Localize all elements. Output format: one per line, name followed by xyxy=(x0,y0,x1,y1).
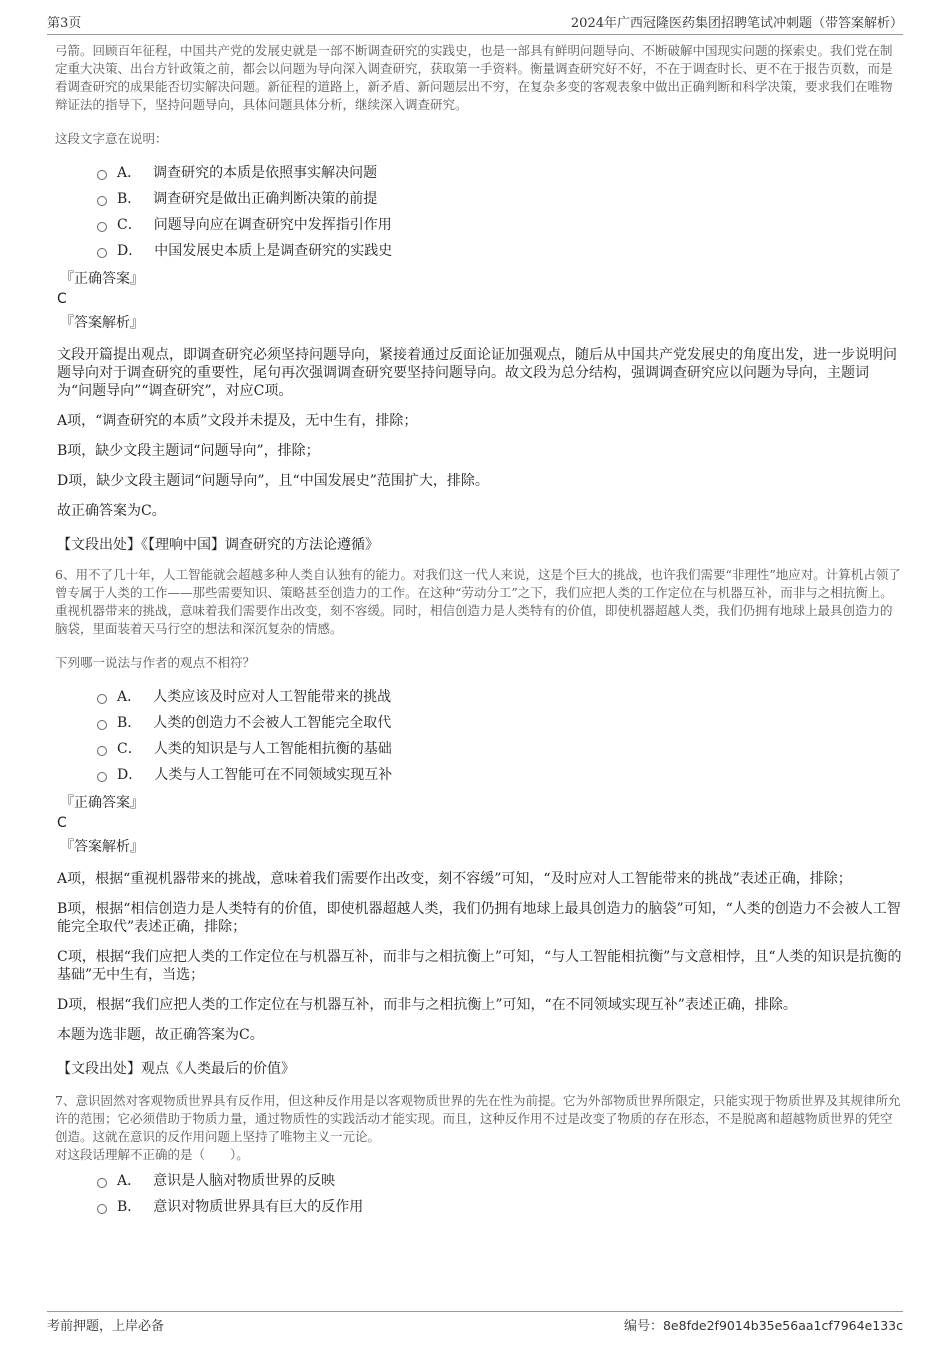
analysis-conclusion: 本题为选非题，故正确答案为C。 xyxy=(57,1027,264,1043)
option-letter: D． xyxy=(117,243,143,259)
option-a[interactable] xyxy=(97,160,904,186)
question-prompt: 下列哪一说法与作者的观点不相符？ xyxy=(55,655,256,670)
option-letter: C． xyxy=(117,741,142,757)
radio-icon[interactable] xyxy=(97,772,107,782)
passage-source: 【文段出处】《【理响中国】调查研究的方法论遵循》 xyxy=(57,537,379,553)
passage-source: 【文段出处】观点《人类最后的价值》 xyxy=(57,1061,295,1077)
radio-icon[interactable] xyxy=(97,1204,107,1214)
radio-icon[interactable] xyxy=(97,694,107,704)
option-text: 意识对物质世界具有巨大的反作用 xyxy=(153,1199,364,1215)
option-letter: B． xyxy=(117,1199,142,1215)
analysis-label: 『答案解析』 xyxy=(60,839,144,855)
page-header xyxy=(47,12,903,35)
analysis-paragraph: D项，根据“我们应把人类的工作定位在与机器互补，而非与之相抗衡上”可知，“在不同领域实现互补”表述正确，排除。 xyxy=(57,997,797,1013)
option-text: 中国发展史本质上是调查研究的实践史 xyxy=(154,243,393,259)
question-passage: 7、意识固然对客观物质世界具有反作用，但这种反作用是以客观物质世界的先在性为前提。它为外部物质世界所限定，只能实现于物质世界及其规律所允许的范围；它必须借助于物质力量，通过物质性的实践活动才能实现。而且，这种反作用不过是改变了物质的存在形态，不是脱离和超越物质世界的凭空创造。这就在意识的反作用问题上坚持了唯物主义一元论。 xyxy=(55,1093,901,1144)
footer-slogan: 考前押题，上岸必备 xyxy=(47,1318,165,1334)
question-prompt: 对这段话理解不正确的是（ ）。 xyxy=(55,1147,249,1162)
option-text: 人类的知识是与人工智能相抗衡的基础 xyxy=(153,741,392,757)
radio-icon[interactable] xyxy=(97,170,107,180)
analysis-conclusion: 故正确答案为C。 xyxy=(57,503,166,519)
question-passage: 6、用不了几十年，人工智能就会超越多种人类自认独有的能力。对我们这一代人来说，这是个巨大的挑战，也许我们需要“非理性”地应对。计算机占领了曾专属于人类的工作——那些需要知识、策略甚至创造力的工作。在这种“劳动分工”之下，我们应把人类的工作定位在与机器互补，而非与之相抗衡上。重视机器带来的挑战，意味着我们需要作出改变，刻不容缓。同时，相信创造力是人类特有的价值，即使机器超越人类，我们仍拥有地球上最具创造力的脑袋，里面装着天马行空的想法和深沉复杂的情感。 xyxy=(55,567,901,636)
option-text: 人类与人工智能可在不同领域实现互补 xyxy=(154,767,393,783)
question-passage: 弓箭。回顾百年征程，中国共产党的发展史就是一部不断调查研究的实践史，也是一部具有鲜明问题导向、不断破解中国现实问题的探索史。我们党在制定重大决策、出台方针政策之前，都会以问题为导向深入调查研究，获取第一手资料。衡量调查研究好不好，不在于调查时长、更不在于报告页数，而是看调查研究的成果能否切实解决问题。新征程的道路上，新矛盾、新问题层出不穷，在复杂多变的客观表象中做出正确判断和科学决策，要求我们在唯物辩证法的指导下，坚持问题导向，具体问题具体分析，继续深入调查研究。 xyxy=(55,43,893,112)
option-b[interactable] xyxy=(97,186,904,212)
option-letter: A． xyxy=(117,1173,142,1189)
option-text: 人类应该及时应对人工智能带来的挑战 xyxy=(153,689,392,705)
analysis-label: 『答案解析』 xyxy=(60,315,144,331)
page-number: 第3页 xyxy=(47,16,82,31)
option-list xyxy=(97,684,904,788)
option-letter: B． xyxy=(117,715,142,731)
analysis-paragraph: 文段开篇提出观点，即调查研究必须坚持问题导向，紧接着通过反面论证加强观点，随后从中国共产党发展史的角度出发，进一步说明问题导向对于调查研究的重要性，尾句再次强调调查研究要坚持问题导向。故文段为总分结构，强调调查研究应以问题为导向，主题词为“问题导向”“调查研究”，对应C项。 xyxy=(57,347,897,399)
radio-icon[interactable] xyxy=(97,222,107,232)
correct-answer-value: C xyxy=(57,815,67,831)
analysis-paragraph: A项，“调查研究的本质”文段并未提及，无中生有，排除； xyxy=(57,413,418,429)
option-text: 人类的创造力不会被人工智能完全取代 xyxy=(153,715,392,731)
option-a[interactable] xyxy=(97,684,904,710)
option-d[interactable] xyxy=(97,238,904,264)
option-b[interactable] xyxy=(97,1194,904,1220)
analysis-paragraph: C项，根据“我们应把人类的工作定位在与机器互补，而非与之相抗衡上”可知，“与人工智能相抗衡”与文意相悖，且“人类的知识是抗衡的基础”无中生有，当选； xyxy=(57,949,902,983)
option-text: 问题导向应在调查研究中发挥指引作用 xyxy=(153,217,392,233)
question-5 xyxy=(55,42,904,554)
option-b[interactable] xyxy=(97,710,904,736)
document-title: 2024年广西冠隆医药集团招聘笔试冲刺题（带答案解析） xyxy=(570,16,903,31)
question-7 xyxy=(55,1092,904,1220)
option-a[interactable] xyxy=(97,1168,904,1194)
radio-icon[interactable] xyxy=(97,720,107,730)
document-code-label: 编号： xyxy=(623,1318,663,1334)
option-list xyxy=(97,160,904,264)
correct-answer-label: 『正确答案』 xyxy=(60,795,144,811)
option-c[interactable] xyxy=(97,736,904,762)
document-body xyxy=(55,38,904,1220)
question-prompt: 这段文字意在说明： xyxy=(55,131,168,146)
option-text: 意识是人脑对物质世界的反映 xyxy=(153,1173,336,1189)
analysis-paragraph: A项，根据“重视机器带来的挑战，意味着我们需要作出改变，刻不容缓”可知，“及时应对人工智能带来的挑战”表述正确，排除； xyxy=(57,871,852,887)
option-text: 调查研究是做出正确判断决策的前提 xyxy=(153,191,378,207)
page-footer xyxy=(47,1311,903,1336)
correct-answer-value: C xyxy=(57,291,67,307)
option-letter: D． xyxy=(117,767,143,783)
option-letter: A． xyxy=(117,689,142,705)
document-code xyxy=(624,1315,903,1334)
option-letter: C． xyxy=(117,217,142,233)
option-list xyxy=(97,1168,904,1220)
analysis-paragraph: B项，缺少文段主题词“问题导向”，排除； xyxy=(57,443,320,459)
radio-icon[interactable] xyxy=(97,746,107,756)
analysis-paragraph: B项，根据“相信创造力是人类特有的价值，即使机器超越人类，我们仍拥有地球上最具创造力的脑袋”可知，“人类的创造力不会被人工智能完全取代”表述正确，排除； xyxy=(57,901,901,935)
document-code-value: 8e8fde2f9014b35e56aa1cf7964e133c xyxy=(662,1317,903,1333)
option-d[interactable] xyxy=(97,762,904,788)
question-6 xyxy=(55,566,904,1078)
radio-icon[interactable] xyxy=(97,1178,107,1188)
option-letter: A． xyxy=(117,165,142,181)
option-letter: B． xyxy=(117,191,142,207)
correct-answer-label: 『正确答案』 xyxy=(60,271,144,287)
radio-icon[interactable] xyxy=(97,248,107,258)
option-c[interactable] xyxy=(97,212,904,238)
option-text: 调查研究的本质是依照事实解决问题 xyxy=(153,165,378,181)
radio-icon[interactable] xyxy=(97,196,107,206)
analysis-paragraph: D项，缺少文段主题词“问题导向”，且“中国发展史”范围扩大，排除。 xyxy=(57,473,489,489)
